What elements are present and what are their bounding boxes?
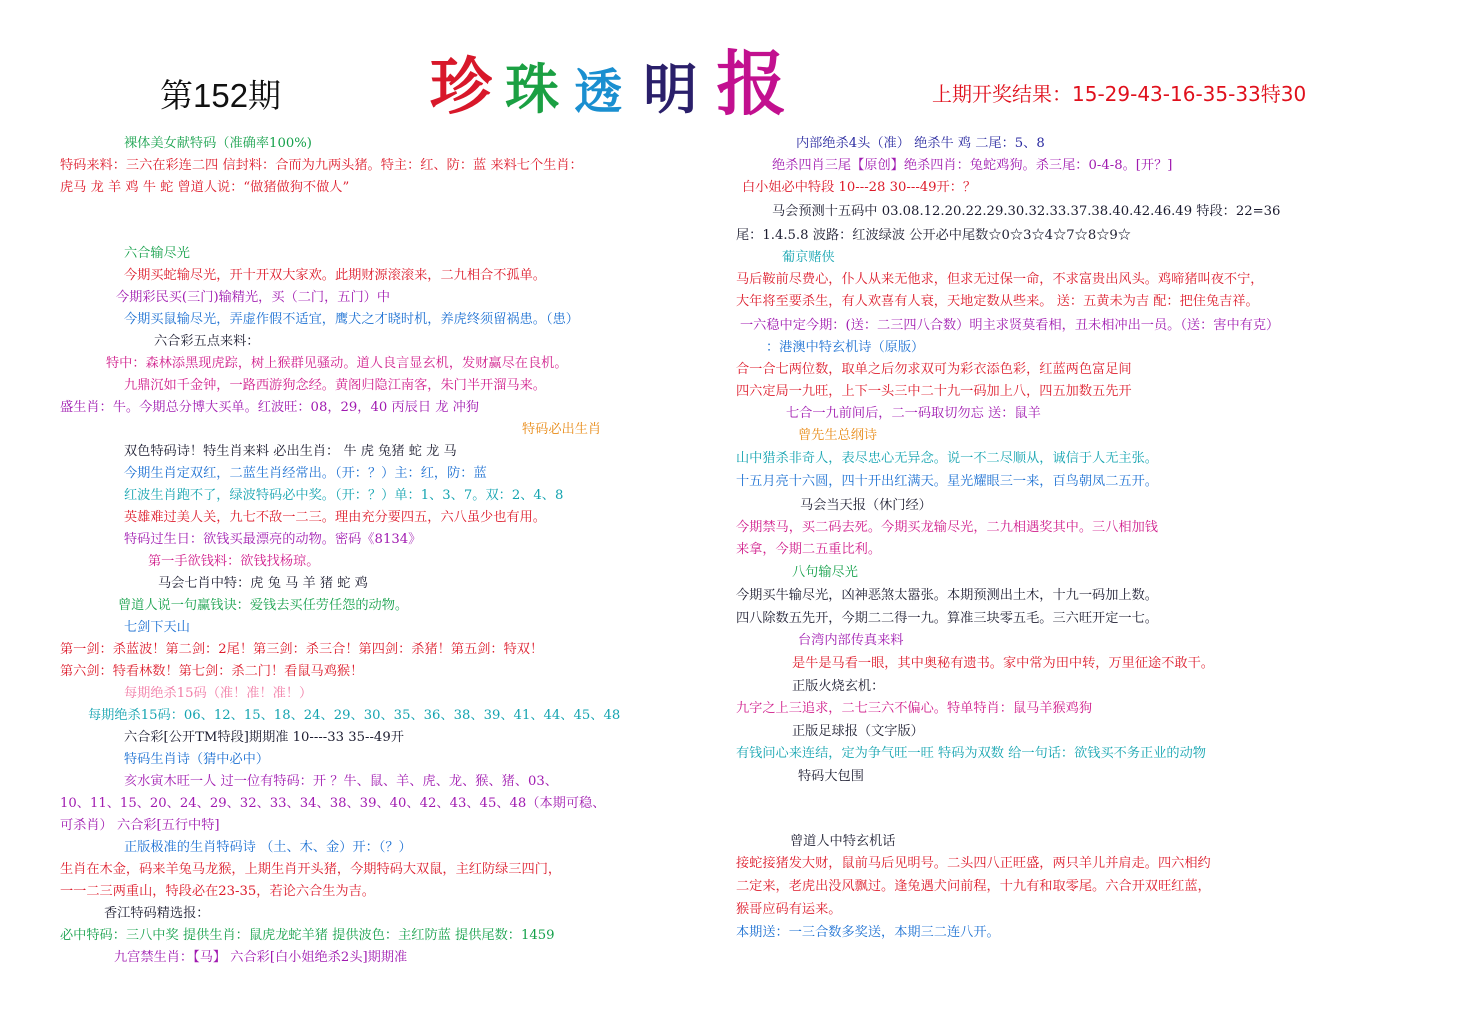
- left-line: 10、11、15、20、24、29、32、33、34、38、39、40、42、43、45、48（本期可稳、: [60, 796, 606, 811]
- newspaper-title: [430, 28, 786, 128]
- title-char-3: 透: [574, 64, 623, 120]
- right-line: 二定来，老虎出没风飘过。逢兔遇犬问前程，十九有和取零尾。六合开双旺红蓝，: [736, 879, 1211, 894]
- right-line: 四六定局一九旺，上下一头三中二十九一码加上八，四五加数五先开: [736, 384, 1132, 399]
- previous-draw-result: 上期开奖结果：15-29-43-16-35-33特30: [932, 82, 1307, 106]
- title-char-2: 珠: [505, 57, 560, 121]
- left-line: 特中：森林添黑现虎踪，树上猴群见骚动。道人良言显玄机，发财赢尽在良机。: [106, 356, 568, 371]
- right-line: 十五月亮十六圆，四十开出红满天。星光耀眼三一来，百鸟朝凤二五开。: [736, 474, 1158, 489]
- left-line: 虎马 龙 羊 鸡 牛 蛇 曾道人说：“做猪做狗不做人”: [60, 180, 350, 195]
- right-line: 山中猎杀非奇人，表尽忠心无异念。说一不二尽顺从，诚信于人无主张。: [736, 451, 1158, 466]
- right-line: 大年将至要杀生，有人欢喜有人衰，天地定数从些来。 送：五黄未为吉 配：把住兔吉祥。: [736, 294, 1259, 309]
- right-line: 内部绝杀4头（准） 绝杀牛 鸡 二尾：5、8: [796, 136, 1045, 151]
- right-line: 绝杀四肖三尾【原创】绝杀四肖：兔蛇鸡狗。杀三尾：0-4-8。[开？]: [772, 158, 1173, 173]
- left-line: 特码生肖诗（猜中必中）: [124, 752, 270, 767]
- right-line: 正版火烧玄机：: [792, 679, 885, 694]
- left-line: 盛生肖：牛。今期总分博大买单。红波旺：08，29，40 丙辰日 龙 冲狗: [60, 400, 479, 415]
- right-line: 正版足球报（文字版）: [792, 724, 924, 739]
- left-line: 英雄难过美人关，九七不敌一二三。理由充分要四五，六八虽少也有用。: [124, 510, 546, 525]
- left-line: 六合输尽光: [124, 246, 190, 261]
- right-line: 猴哥应码有运来。: [736, 902, 842, 917]
- left-line: 可杀肖） 六合彩[五行中特]: [60, 818, 220, 833]
- right-line: 接蛇接猪发大财，鼠前马后见明号。二头四八正旺盛，两只羊儿并肩走。四六相约: [736, 856, 1211, 871]
- right-line: ：港澳中特玄机诗（原版）: [766, 340, 925, 355]
- left-line: 香江特码精选报：: [104, 906, 210, 921]
- left-line: 每期绝杀15码（准！准！准！）: [124, 686, 313, 701]
- left-line: 红波生肖跑不了，绿波特码必中奖。（开：？）单：1、3、7。双：2、4、8: [124, 488, 564, 503]
- right-line: 一六稳中定今期：(送：二三四八合数）明主求贤莫看相，丑未相冲出一员。（送：害中有克）: [740, 318, 1280, 333]
- right-line: 曾道人中特玄机话: [790, 834, 896, 849]
- left-line: 特码来料：三六在彩连二四 信封料：合而为九两头猪。特主：红、防：蓝 来料七个生肖：: [60, 158, 583, 173]
- left-line: 七剑下天山: [124, 620, 190, 635]
- left-line: 曾道人说一句赢钱诀：爱钱去买任劳任怨的动物。: [118, 598, 409, 613]
- right-line: 来拿，今期二五重比利。: [736, 542, 882, 557]
- right-line: 尾：1.4.5.8 波路：红波绿波 公开必中尾数☆0☆3☆4☆7☆8☆9☆: [736, 228, 1131, 243]
- left-line: 第一手欲钱料：欲钱找杨琼。: [148, 554, 320, 569]
- left-line: 马会七肖中特：虎 兔 马 羊 猪 蛇 鸡: [158, 576, 368, 591]
- title-char-4: 明: [643, 57, 698, 121]
- right-line: 有钱问心来连结，定为争气旺一旺 特码为双数 给一句话：欲钱买不务正业的动物: [736, 746, 1206, 761]
- left-line: 每期绝杀15码：06、12、15、18、24、29、30、35、36、38、39、41、44、45、48: [88, 708, 621, 723]
- left-line: 生肖在木金，码来羊兔马龙猴，上期生肖开头猪，今期特码大双鼠，主红防绿三四门，: [60, 862, 562, 877]
- left-line: 特码过生日：欲钱买最漂亮的动物。密码《8134》: [124, 532, 422, 547]
- left-line: 双色特码诗！特生肖来料 必出生肖： 牛 虎 兔猪 蛇 龙 马: [124, 444, 457, 459]
- right-line: 台湾内部传真来料: [798, 633, 904, 648]
- left-line: 必中特码：三八中奖 提供生肖：鼠虎龙蛇羊猪 提供波色：主红防蓝 提供尾数：1459: [60, 928, 555, 943]
- right-line: 本期送：一三合数多奖送，本期三二连八开。: [736, 925, 1000, 940]
- right-line: 是牛是马看一眼，其中奥秘有遗书。家中常为田中转，万里征途不敢干。: [792, 656, 1214, 671]
- title-char-5: 报: [716, 42, 787, 125]
- left-line: 特码必出生肖: [522, 422, 602, 437]
- left-line: 九宫禁生肖：【马】 六合彩[白小姐绝杀2头]期期准: [114, 950, 408, 965]
- left-line: 裸体美女献特码（准确率100%): [124, 136, 312, 151]
- left-line: 今期买蛇输尽光，开十开双大家欢。此期财源滚滚来，二九相合不孤单。: [124, 268, 546, 283]
- right-line: 四八除数五先开，今期二二得一九。算准三块零五毛。三六旺开定一七。: [736, 611, 1158, 626]
- right-line: 马会预测十五码中 03.08.12.20.22.29.30.32.33.37.38.40.42.46.49 特段：22=36: [772, 204, 1281, 219]
- left-line: 今期彩民买(三门)输精光，买（二门，五门）中: [116, 290, 391, 305]
- left-line: 第六剑：特看林数！第七剑：杀二门！看鼠马鸡猴！: [60, 664, 364, 679]
- left-line: 第一剑：杀蓝波！第二剑：2尾！第三剑：杀三合！第四剑：杀猪！第五剑：特双！: [60, 642, 544, 657]
- right-line: 八句输尽光: [792, 565, 858, 580]
- left-line: 一一二三两重山，特段必在23-35，若论六合生为吉。: [60, 884, 375, 899]
- right-line: 今期买牛输尽光，凶神恶煞太嚣张。本期预测出土木，十九一码加上数。: [736, 588, 1158, 603]
- right-line: 今期禁马，买二码去死。今期买龙输尽光，二九相遇奖其中。三八相加钱: [736, 520, 1158, 535]
- left-line: 六合彩[公开TM特段]期期准 10----33 35--49开: [124, 730, 404, 745]
- right-line: 葡京赌侠: [782, 250, 835, 265]
- right-line: 合一合七两位数，取单之后勿求双可为彩衣添色彩，红蓝两色富足间: [736, 362, 1132, 377]
- issue-number: 第152期: [160, 77, 282, 114]
- left-line: 正版极准的生肖特码诗 （土、木、金）开：（？）: [124, 840, 412, 855]
- right-line: 白小姐必中特段 10---28 30---49开：？: [742, 180, 977, 195]
- right-line: 马后鞍前尽费心，仆人从来无他求，但求无过保一命，不求富贵出风头。鸡啼猪叫夜不宁，: [736, 272, 1264, 287]
- right-line: 马会当天报（休门经）: [800, 498, 932, 513]
- title-char-1: 珍: [430, 50, 493, 123]
- left-line: 今期买鼠输尽光，弄虚作假不适宜，鹰犬之才晓时机，养虎终须留祸患。（患）: [124, 312, 579, 327]
- right-line: 九字之上三追求，二七三六不偏心。特单特肖：鼠马羊猴鸡狗: [736, 701, 1093, 716]
- left-line: 今期生肖定双红，二蓝生肖经常出。（开：？）主：红，防：蓝: [124, 466, 487, 481]
- right-line: 特码大包围: [798, 769, 864, 784]
- left-line: 六合彩五点来料：: [154, 334, 260, 349]
- right-line: 七合一九前间后，二一码取切勿忘 送：鼠羊: [786, 406, 1041, 421]
- right-line: 曾先生总纲诗: [798, 428, 878, 443]
- left-line: 亥水寅木旺一人 过一位有特码：开 ？牛、鼠、羊、虎、龙、猴、猪、03、: [124, 774, 558, 789]
- left-line: 九鼎沉如千金钟，一路西游狗念经。黄阁归隐江南客，朱门半开溜马来。: [124, 378, 546, 393]
